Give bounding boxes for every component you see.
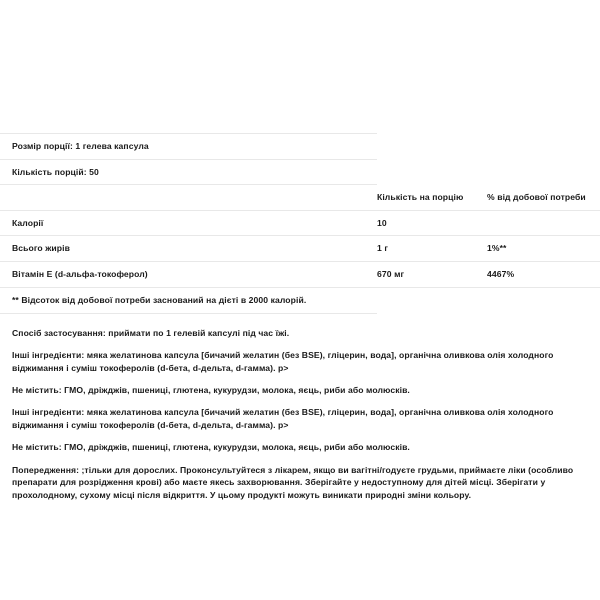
warning-paragraph: Попередження: ;тільки для дорослих. Проконсультуйтеся з лікарем, якщо ви вагітні/годуєте грудьми, приймаєте ліки (особливо препарати для розрідження крові) або маєте якесь захворювання. Зберігайте у недоступному для дітей місці. Зберігати у прохолодному, сухому місці після відкриття. У цьому продукті можуть виникати природні зміни кольору. xyxy=(12,464,574,500)
free-from-paragraph-1: Не містить: ГМО, дріжджів, пшениці, глютена, кукурудзи, молока, яєць, риби або молюсків. xyxy=(12,385,410,395)
nutrient-name: Калорії xyxy=(0,210,377,236)
column-header-percent-daily-value: % від добової потреби xyxy=(487,185,600,210)
supplement-facts-table xyxy=(0,133,600,314)
nutrient-daily-value: 1%** xyxy=(487,236,600,262)
daily-value-footnote: ** Відсоток від добової потреби заснований на дієті в 2000 калорій. xyxy=(0,287,377,313)
servings-per-container-label: Кількість порцій: 50 xyxy=(0,159,377,185)
nutrient-daily-value xyxy=(487,210,600,236)
table-row xyxy=(0,236,600,262)
serving-size-row xyxy=(0,134,600,160)
nutrient-daily-value: 4467% xyxy=(487,262,600,288)
serving-size-amount-spacer xyxy=(377,134,487,160)
top-whitespace xyxy=(0,0,600,133)
nutrient-amount: 1 г xyxy=(377,236,487,262)
table-row xyxy=(0,210,600,236)
other-ingredients-paragraph-2: Інші інгредієнти: мяка желатинова капсула [бичачий желатин (без BSE), гліцерин, вода], органічна оливкова олія холодного віджимання і суміш токоферолів (d-бета, d-дельта, d-гамма). p> xyxy=(12,407,554,430)
table-header-row xyxy=(0,185,600,210)
servings-amount-spacer xyxy=(377,159,487,185)
serving-size-dv-spacer xyxy=(487,134,600,160)
footnote-amount-spacer xyxy=(377,287,487,313)
product-information-text xyxy=(0,314,600,502)
serving-size-label: Розмір порції: 1 гелева капсула xyxy=(0,134,377,160)
footnote-dv-spacer xyxy=(487,287,600,313)
directions-paragraph: Спосіб застосування: приймати по 1 гелевій капсулі під час їжі. xyxy=(12,327,290,338)
nutrient-amount: 670 мг xyxy=(377,262,487,288)
nutrient-name: Всього жирів xyxy=(0,236,377,262)
daily-value-footnote-row xyxy=(0,287,600,313)
table-row xyxy=(0,262,600,288)
servings-dv-spacer xyxy=(487,159,600,185)
column-header-nutrient xyxy=(0,185,377,210)
nutrient-name: Вітамін Е (d-альфа-токоферол) xyxy=(0,262,377,288)
free-from-paragraph-2: Не містить: ГМО, дріжджів, пшениці, глютена, кукурудзи, молока, яєць, риби або молюсків. xyxy=(12,442,410,453)
nutrient-amount: 10 xyxy=(377,210,487,236)
column-header-amount-per-serving: Кількість на порцію xyxy=(377,185,487,210)
servings-per-container-row xyxy=(0,159,600,185)
other-ingredients-paragraph-1: Інші інгредієнти: мяка желатинова капсула [бичачий желатин (без BSE), гліцерин, вода], органічна оливкова олія холодного віджимання і суміш токоферолів (d-бета, d-дельта, d-гамма). p> xyxy=(12,350,554,373)
